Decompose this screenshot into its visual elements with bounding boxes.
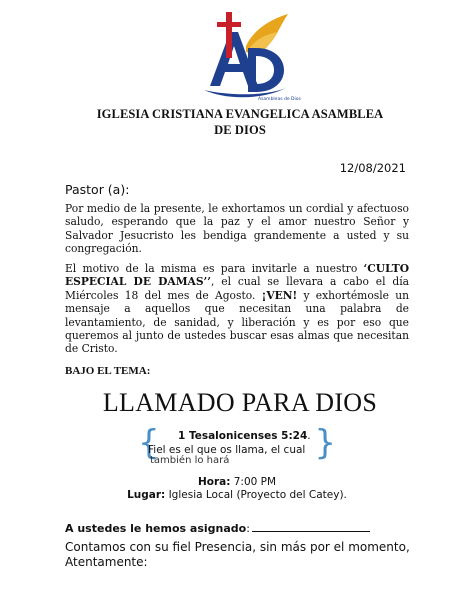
paragraph-intro: Por medio de la presente, le exhortamos un cordial y afectuoso saludo, esperando que la paz y el amor nuestro Señor y Salvador Jesucristo les bendiga grandemente a usted y su congregación. — [65, 202, 409, 256]
closing-line2: Atentamente: — [65, 555, 148, 569]
assigned-blank-line — [252, 521, 370, 532]
location-label: Lugar: — [127, 489, 166, 501]
verse-text: Fiel es el que os llama, el cual — [148, 444, 306, 456]
closing-line1: Contamos con su fiel Presencia, sin más por el momento, — [65, 540, 410, 554]
letter-date: 12/08/2021 — [339, 161, 406, 175]
verse-box — [138, 423, 338, 466]
logo-caption: Asambleas de Dios — [258, 97, 301, 102]
right-brace-icon: } — [314, 423, 336, 463]
invitation-text-e: y exhortémosle un mensaje a aquellos que necesitan una palabra de levantamiento, de sanidad, y liberación y es por eso que queremos al junto de ustedes buscar esas almas que necesitan de Cristo. — [65, 288, 409, 356]
assigned-field: A ustedes le hemos asignado: — [65, 521, 370, 535]
theme-title: LLAMADO PARA DIOS — [102, 388, 378, 417]
time-label: Hora: — [197, 476, 231, 488]
assigned-label: A ustedes le hemos asignado — [65, 522, 247, 535]
church-title — [40, 106, 440, 138]
verse-reference: 1 Tesalonicenses 5:24. — [178, 430, 311, 442]
invitation-text-c: , el cual se llevara a cabo el día Miércoles 18 del mes de Agosto. — [65, 275, 410, 302]
paragraph-invitation — [65, 262, 409, 356]
church-logo-icon — [196, 8, 301, 104]
closing — [65, 540, 410, 570]
church-title-line2: DE DIOS — [214, 123, 266, 137]
church-title-line1: IGLESIA CRISTIANA EVANGELICA ASAMBLEA — [96, 107, 384, 121]
event-time — [0, 476, 474, 488]
invitation-text-a: El motivo de la misma es para invitarle a nuestro — [65, 262, 364, 275]
left-brace-icon: { — [138, 423, 160, 463]
location-value: Iglesia Local (Proyecto del Catey). — [165, 489, 347, 501]
greeting: Pastor (a): — [65, 182, 130, 197]
event-name: ‘CULTO ESPECIAL DE DAMAS’’ — [65, 262, 409, 289]
event-location — [0, 489, 474, 501]
theme-label: BAJO EL TEMA: — [65, 365, 151, 377]
verse-text-cut: también lo hará — [150, 455, 230, 466]
ven-exclamation: ¡VEN! — [261, 288, 298, 302]
time-value: 7:00 PM — [230, 476, 277, 488]
